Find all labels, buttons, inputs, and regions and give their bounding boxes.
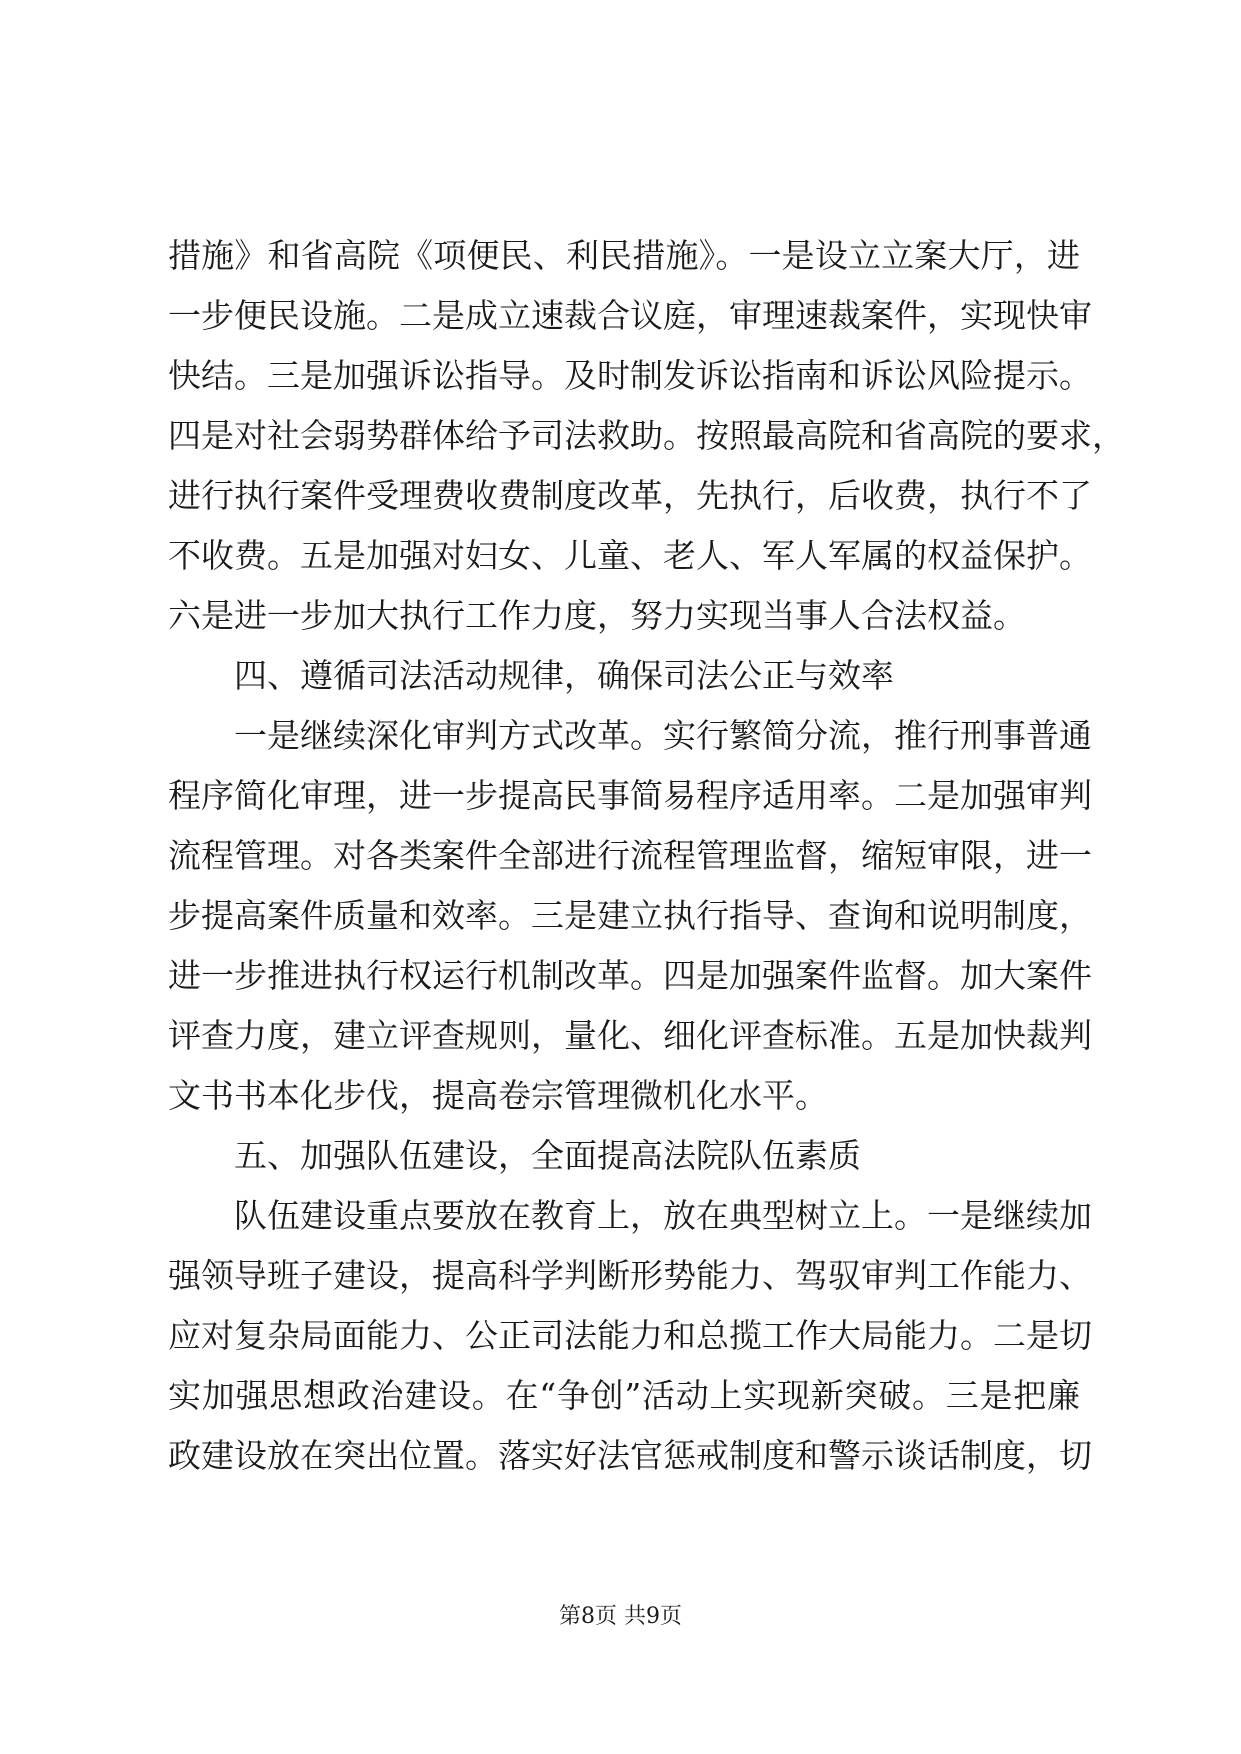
text-line: 不收费。五是加强对妇女、儿童、老人、军人军属的权益保护。 (168, 536, 1092, 575)
text-line: 一是继续深化审判方式改革。实行繁简分流，推行刑事普通 (234, 716, 1092, 755)
text-line: 步提高案件质量和效率。三是建立执行指导、查询和说明制度， (168, 896, 1092, 935)
text-line: 五、加强队伍建设，全面提高法院队伍素质 (234, 1136, 861, 1175)
text-line: 六是进一步加大执行工作力度，努力实现当事人合法权益。 (168, 596, 1026, 635)
text-line: 措施》和省高院《项便民、利民措施》。一是设立立案大厅，进 (168, 236, 1080, 275)
text-line: 文书书本化步伐，提高卷宗管理微机化水平。 (168, 1076, 828, 1115)
document-body (168, 226, 1125, 1486)
text-line: 应对复杂局面能力、公正司法能力和总揽工作大局能力。二是切 (168, 1316, 1092, 1355)
text-line: 政建设放在突出位置。落实好法官惩戒制度和警示谈话制度，切 (168, 1436, 1092, 1475)
text-line: 实加强思想政治建设。在“争创”活动上实现新突破。三是把廉 (168, 1376, 1080, 1415)
text-line: 队伍建设重点要放在教育上，放在典型树立上。一是继续加 (234, 1196, 1092, 1235)
text-line: 一步便民设施。二是成立速裁合议庭，审理速裁案件，实现快审 (168, 296, 1092, 335)
text-line: 进行执行案件受理费收费制度改革，先执行，后收费，执行不了 (168, 476, 1092, 515)
text-line: 四是对社会弱势群体给予司法救助。按照最高院和省高院的要求， (168, 416, 1125, 455)
text-line: 强领导班子建设，提高科学判断形势能力、驾驭审判工作能力、 (168, 1256, 1092, 1295)
page-footer (0, 1602, 1241, 1632)
text-line: 四、遵循司法活动规律，确保司法公正与效率 (234, 656, 894, 695)
text-line: 流程管理。对各类案件全部进行流程管理监督，缩短审限，进一 (168, 836, 1092, 875)
text-line: 快结。三是加强诉讼指导。及时制发诉讼指南和诉讼风险提示。 (168, 356, 1092, 395)
text-line: 程序简化审理，进一步提高民事简易程序适用率。二是加强审判 (168, 776, 1092, 815)
text-line: 进一步推进执行权运行机制改革。四是加强案件监督。加大案件 (168, 956, 1092, 995)
text-line: 评查力度，建立评查规则，量化、细化评查标准。五是加快裁判 (168, 1016, 1092, 1055)
page-number-label: 第8页 共9页 (559, 1604, 682, 1629)
